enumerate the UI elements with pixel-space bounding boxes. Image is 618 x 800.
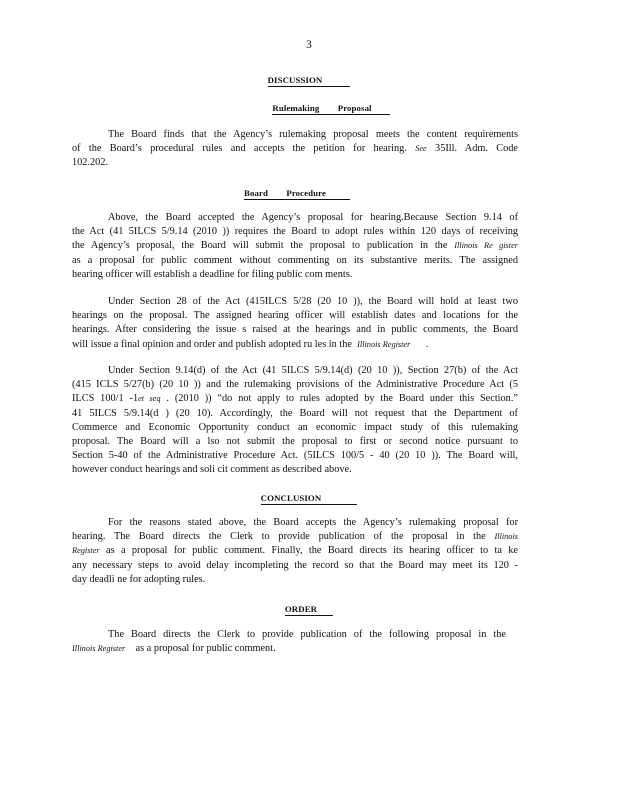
paragraph-hearings: Under Section 28 of the Act (415ILCS 5/28 (20 10 )), the Board will hold at least two hearings on the proposal. The assigned hearing officer will establish dates and locations for the hearings. After considering the issue s raised at the hearings and in public comments, the Board will issue a final opinion and order and publish adopted ru les in the Illinois Register . <box>72 296 518 350</box>
board-procedure-heading: Board Procedure <box>0 186 606 200</box>
conclusion-heading: CONCLUSION <box>0 491 618 505</box>
paragraph-order: The Board directs the Clerk to provide publication of the following proposal in the Illinois Register as a proposal for public comment. <box>72 629 506 655</box>
paragraph-procedure: Above, the Board accepted the Agency’s proposal for hearing.Because Section 9.14 of the Act (41 5ILCS 5/9.14 (2010 )) requires the Board to adopt rules within 120 days of receiving the Agency’s proposal, the Board will submit the proposal to publication in the Illinois Re gister as a proposal for public comment without commenting on its substantive merits. The assigned hearing officer will establish a deadline for filing public com ments. <box>72 212 518 280</box>
page-number: 3 <box>306 39 312 51</box>
paragraph-conclusion: For the reasons stated above, the Board accepts the Agency’s rulemaking proposal for hearing. The Board directs the Clerk to provide publication of the proposal in the Illinois Register as a proposal for public comment. Finally, the Board directs its hearing officer to ta ke any necessary steps to avoid delay incompleting the record so that the Board may meet its 120 - day deadli ne for adopting rules. <box>72 517 518 585</box>
order-heading: ORDER <box>0 602 618 616</box>
paragraph-exemptions: Under Section 9.14(d) of the Act (41 5ILCS 5/9.14(d) (20 10 )), Section 27(b) of the Act (415 ICLS 5/27(b) (20 10 )) and the rulemaking provisions of the Administrative Procedure Act (5 ILCS 100/1 -1et seq . (2010 )) “do not apply to rules adopted by the Board under this Section.” 41 5ILCS 5/9.14(d ) (20 10). Accordingly, the Board will not request that the Department of Commerce and Economic Opportunity conduct an economic impact study of this rulemaking proposal. The Board will a lso not submit the proposal to first or second notice pursuant to Section 5-40 of the Administrative Procedure Act. (5ILCS 100/5 - 40 (20 10 )). The Board will, however conduct hearings and soli cit comment as described above. <box>72 365 518 476</box>
discussion-heading: DISCUSSION <box>0 73 618 87</box>
paragraph-findings: The Board finds that the Agency’s rulemaking proposal meets the content requirements of the Board’s procedural rules and accepts the petition for hearing. See 35Ill. Adm. Code 102.202. <box>72 129 519 169</box>
rulemaking-proposal-heading: Rulemaking Proposal <box>22 101 618 115</box>
